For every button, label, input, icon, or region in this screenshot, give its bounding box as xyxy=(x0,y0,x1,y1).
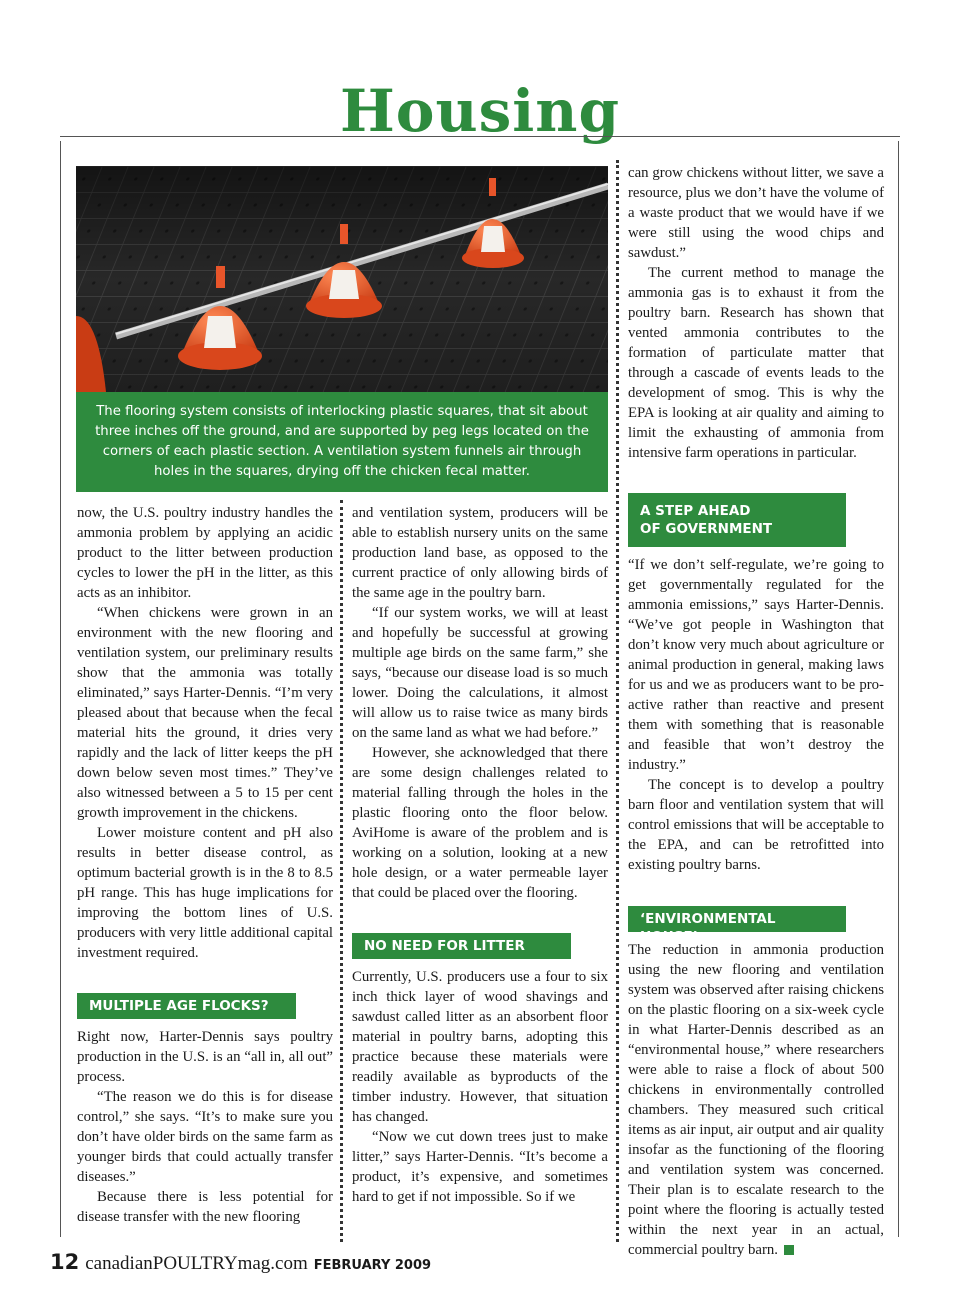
paragraph: Currently, U.S. producers use a four to six inch thick layer of wood shavings and sawdust called litter as an absorbent floor material in poultry barns, adopting this practice because these materials were readily available as byproducts of the timber industry. However, that situation has changed. xyxy=(352,969,608,1125)
section-heading-line: A STEP AHEAD xyxy=(640,503,751,519)
section-heading-no-need-for-litter: NO NEED FOR LITTER xyxy=(352,933,571,959)
column-divider-2 xyxy=(616,160,619,1242)
paragraph: “If our system works, we will at least and hopefully be successful at growing multiple age birds on the same farm,” she says, “because our disease load is so much lower. Doing the calculations, it almost will allow us to raise twice as many birds on the same land as what we had before.” xyxy=(352,605,608,741)
paragraph: Because there is less potential for disease transfer with the new flooring xyxy=(77,1189,333,1225)
paragraph: and ventilation system, producers will be able to establish nursery units on the same production land base, as opposed to the current practice of only allowing birds of the same age in the poultry barn. xyxy=(352,505,608,601)
section-heading-environmental-house: ‘ENVIRONMENTAL HOUSE’ xyxy=(628,906,846,932)
article-column-2 xyxy=(352,503,608,1243)
section-heading-multiple-age-flocks: MULTIPLE AGE FLOCKS? xyxy=(77,993,296,1019)
photo-caption: The flooring system consists of interlocking plastic squares, that sit about three inches off the ground, and are supported by peg legs located on the corners of each plastic section. A ventilation system funnels air through holes in the squares, drying off the chicken fecal matter. xyxy=(76,392,608,492)
section-heading-line: OF GOVERNMENT xyxy=(640,521,773,537)
article-column-3 xyxy=(628,163,884,1258)
paragraph: now, the U.S. poultry industry handles the ammonia problem by applying an acidic product to the litter between production cycles to lower the pH in the litter, as this acts as an inhibitor. xyxy=(77,505,333,601)
paragraph: However, she acknowledged that there are some design challenges related to material falling through the holes in the plastic flooring onto the floor below. AviHome is aware of the problem and is working on a solution, looking at a new hole design, or a water permeable layer that could be placed over the flooring. xyxy=(352,745,608,901)
frame-left-rule xyxy=(60,141,61,1237)
paragraph-final xyxy=(628,940,884,1260)
paragraph: can grow chickens without litter, we save a resource, plus we don’t have the volume of a waste product that we would have if we were still using the wood chips and sawdust.” xyxy=(628,165,884,261)
paragraph-text: The reduction in ammonia production using the new flooring and ventilation system was observed after raising chickens on the plastic flooring on a six-week cycle in what Harter-Dennis described as an “environmental house,” where researchers were able to raise a flock of about 500 chickens in environmentally controlled chambers. They measured such critical items as air input, air output and air quality insofar as the functioning of the flooring and ventilation system was concerned. Their plan is to escalate research to the point where the flooring is actually tested within the next year in an actual, commercial poultry barn. xyxy=(628,942,884,1258)
paragraph: Lower moisture content and pH also results in better disease control, as optimum bacterial growth is in the 8 to 8.5 pH range. This has huge implications for improving the bottom lines of U.S. producers with very little additional capital investment required. xyxy=(77,825,333,961)
paragraph: Right now, Harter-Dennis says poultry production in the U.S. is an “all in, all out” process. xyxy=(77,1029,333,1085)
frame-right-rule xyxy=(898,141,899,1237)
page-footer xyxy=(50,1250,431,1278)
paragraph: “When chickens were grown in an environment with the new flooring and ventilation system, our preliminary results show that the ammonia was totally eliminated,” says Harter-Dennis. “I’m very pleased about that because when the fecal material hits the ground, it dries very rapidly and the lack of litter keeps the pH down below seven most times.” They’ve also witnessed between a 5 to 15 per cent growth improvement in the chickens. xyxy=(77,605,333,821)
column-divider-1 xyxy=(340,500,343,1242)
paragraph: The concept is to develop a poultry barn floor and ventilation system that will control emissions that will be acceptable to the EPA, and can be retrofitted into existing poultry barns. xyxy=(628,777,884,873)
feeder-photo xyxy=(76,166,608,392)
website-url: canadianPOULTRYmag.com xyxy=(85,1253,308,1274)
end-of-article-mark xyxy=(784,1245,794,1255)
article-column-1 xyxy=(77,503,333,1243)
page-number: 12 xyxy=(50,1250,80,1274)
header-rule xyxy=(60,136,900,137)
issue-date: FEBRUARY 2009 xyxy=(313,1258,432,1273)
paragraph: “Now we cut down trees just to make litter,” says Harter-Dennis. “It’s become a product, it’s expensive, and sometimes hard to get if not impossible. So if we xyxy=(352,1129,608,1205)
paragraph: “If we don’t self-regulate, we’re going to get governmentally regulated for the ammonia emissions,” says Harter-Dennis. “We’ve got people in Washington that don’t know very much about agriculture or animal production in general, making laws for us and we as producers want to be pro-active rather than reactive and present them with something that is reasonable and feasible that won’t destroy the industry.” xyxy=(628,557,884,773)
feeder-photo-illustration xyxy=(76,166,608,392)
section-heading-step-ahead xyxy=(628,493,846,547)
paragraph: The current method to manage the ammonia gas is to exhaust it from the poultry barn. Research has shown that vented ammonia contributes to the formation of particulate matter that through a cascade of events leads to the development of smog. This is why the EPA is looking at air quality and aiming to limit the exhausting of ammonia from intensive farm operations in particular. xyxy=(628,265,884,461)
section-title: Housing xyxy=(339,77,621,145)
paragraph: “The reason we do this is for disease control,” she says. “It’s to make sure you don’t have older birds on the same farm as younger birds that could actually transfer diseases.” xyxy=(77,1089,333,1185)
